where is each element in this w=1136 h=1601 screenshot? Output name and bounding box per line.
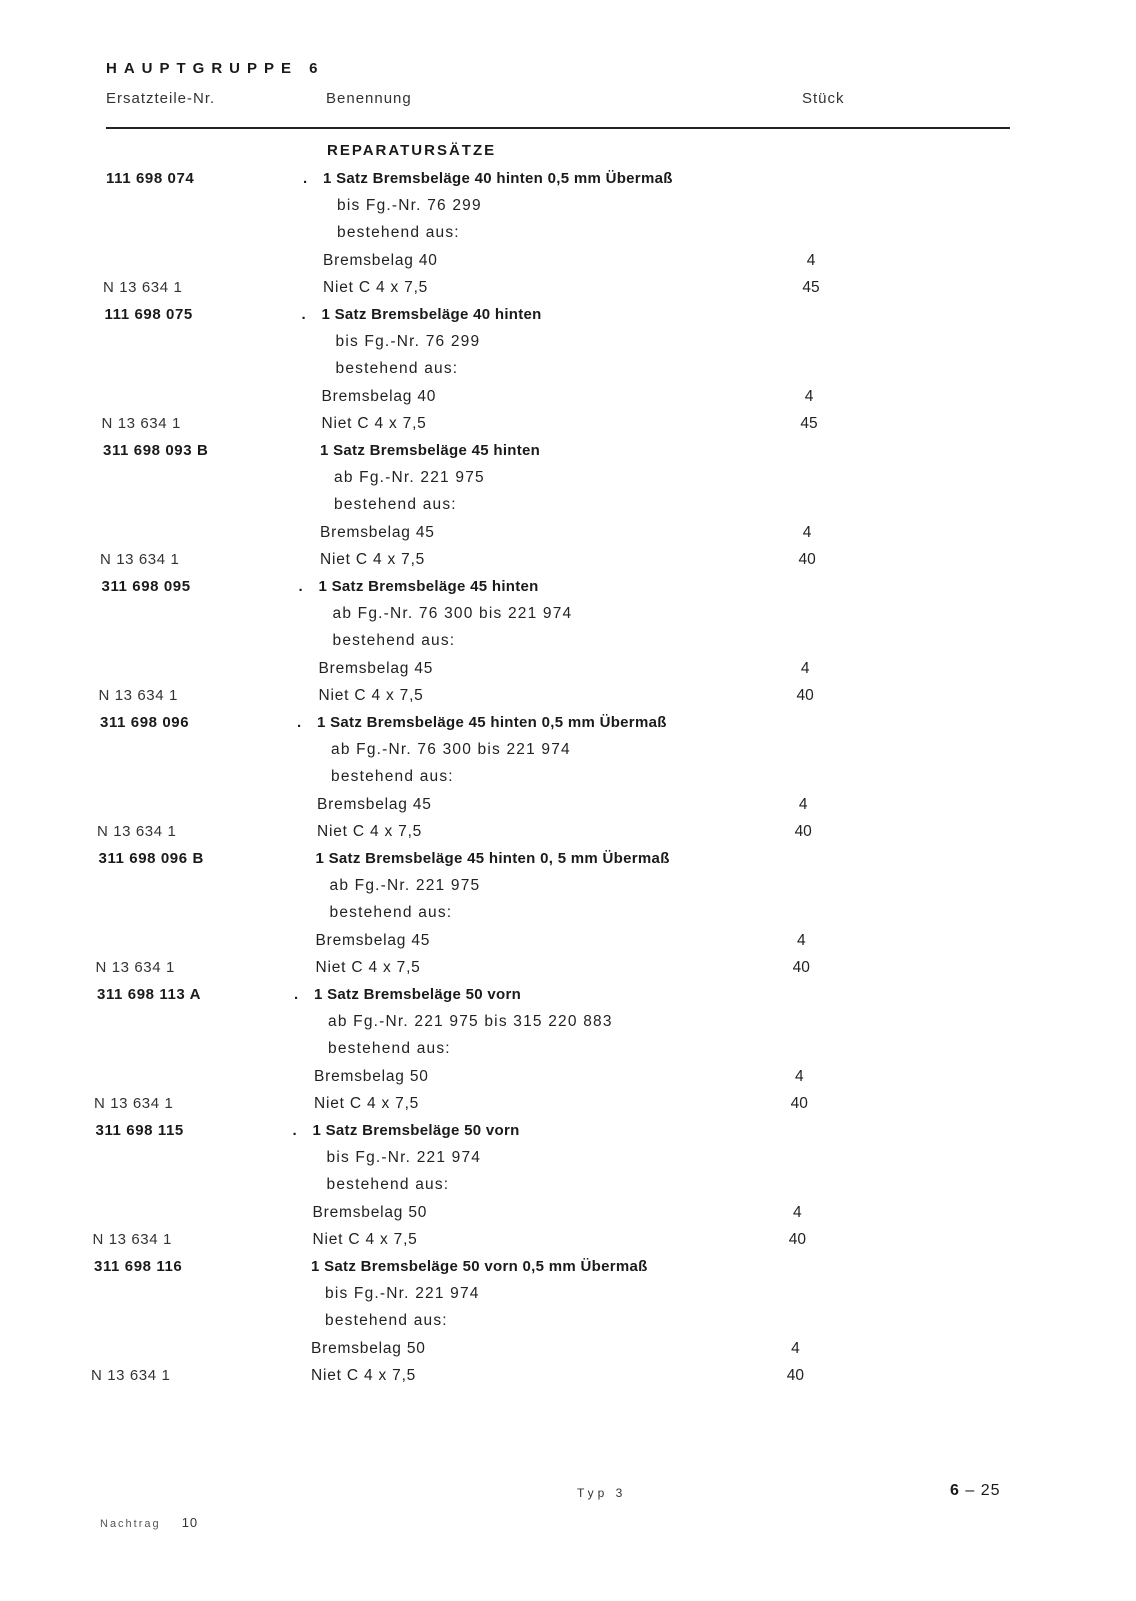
set-note: bestehend aus: [325,1312,448,1330]
part-number: 311 698 093 B [103,442,209,459]
component-name: Bremsbelag 45 [317,795,432,813]
group-title: HAUPTGRUPPE 6 [106,60,325,77]
set-note-row [0,877,1136,903]
set-note: bis Fg.-Nr. 221 974 [325,1285,480,1303]
component-name: Niet C 4 x 7,5 [311,1366,417,1384]
set-note-row [0,360,1136,386]
leader-dot: . [303,170,308,187]
part-number: 111 698 075 [104,306,193,323]
set-note: bestehend aus: [332,632,456,650]
set-name: 1 Satz Bremsbeläge 45 hinten [320,442,541,459]
part-number: N 13 634 1 [100,550,180,568]
set-note-row [0,197,1136,223]
part-number: 311 698 113 A [97,986,202,1003]
column-header-name: Benennung [326,90,412,107]
quantity: 4 [798,795,808,813]
part-number: N 13 634 1 [91,1366,171,1384]
footer-page-dash: – [965,1482,976,1499]
set-name: 1 Satz Bremsbeläge 50 vorn 0,5 mm Übermaß [311,1258,648,1275]
repair-set-row [0,170,1136,196]
leader-dot: . [292,1122,297,1139]
set-note-row [0,1040,1136,1066]
footer-supplement-label: Nachtrag [100,1518,161,1530]
quantity: 40 [786,1366,805,1384]
quantity: 40 [796,686,814,704]
component-row [0,252,1136,278]
component-name: Bremsbelag 45 [320,523,435,541]
component-row [0,796,1136,822]
footer-type-label: Typ 3 [577,1486,627,1500]
quantity: 40 [788,1230,806,1248]
set-note-row [0,768,1136,794]
column-header-quantity: Stück [802,90,845,107]
component-row [0,279,1136,305]
component-row [0,1340,1136,1366]
set-note: bestehend aus: [328,1040,451,1058]
column-header-part-number: Ersatzteile-Nr. [106,90,216,107]
component-name: Bremsbelag 50 [312,1203,428,1221]
quantity: 4 [800,659,810,677]
quantity: 4 [794,1067,804,1085]
component-name: Niet C 4 x 7,5 [323,278,429,296]
set-note: bestehend aus: [334,496,457,514]
set-note: bestehend aus: [335,360,459,378]
component-name: Bremsbelag 50 [311,1339,426,1357]
set-note-row [0,1013,1136,1039]
component-row [0,415,1136,441]
set-note-row [0,605,1136,631]
component-row [0,388,1136,414]
component-name: Niet C 4 x 7,5 [314,1094,420,1112]
part-number: N 13 634 1 [95,958,175,976]
part-number: N 13 634 1 [92,1230,172,1248]
component-row [0,1068,1136,1094]
set-name: 1 Satz Bremsbeläge 50 vorn [312,1122,520,1139]
set-name: 1 Satz Bremsbeläge 50 vorn [314,986,522,1003]
quantity: 40 [798,550,816,568]
leader-dot: . [294,986,299,1003]
set-note-row [0,333,1136,359]
part-number: 111 698 074 [106,170,195,187]
set-name: 1 Satz Bremsbeläge 45 hinten 0,5 mm Übermaß [317,714,667,731]
component-name: Bremsbelag 40 [323,251,438,269]
component-row [0,932,1136,958]
set-note-row [0,904,1136,930]
component-name: Bremsbelag 40 [321,387,437,405]
part-number: 311 698 115 [95,1122,184,1139]
component-name: Niet C 4 x 7,5 [312,1230,418,1248]
component-row [0,687,1136,713]
part-number: 311 698 096 B [98,850,204,867]
repair-set-row [0,986,1136,1012]
set-name: 1 Satz Bremsbeläge 40 hinten [321,306,542,323]
footer-page-group: 6 [950,1482,960,1499]
repair-set-row [0,714,1136,740]
part-number: N 13 634 1 [98,686,178,704]
component-row [0,660,1136,686]
repair-set-row [0,578,1136,604]
set-note: bestehend aus: [331,768,454,786]
repair-set-row [0,850,1136,876]
footer-page-num: 25 [980,1482,1001,1499]
part-number: N 13 634 1 [103,278,183,296]
component-row [0,551,1136,577]
part-number: N 13 634 1 [101,414,181,432]
set-note-row [0,1149,1136,1175]
quantity: 4 [796,931,806,949]
quantity: 4 [806,251,816,269]
quantity: 4 [791,1339,800,1357]
quantity: 40 [792,958,810,976]
set-note: bestehend aus: [329,904,453,922]
leader-dot: . [301,306,306,323]
set-note: ab Fg.-Nr. 221 975 [334,469,485,487]
set-note: ab Fg.-Nr. 221 975 [329,877,481,895]
footer-supplement [100,1515,198,1530]
set-note: ab Fg.-Nr. 76 300 bis 221 974 [331,741,571,759]
set-note-row [0,1312,1136,1338]
set-note-row [0,632,1136,658]
quantity: 45 [800,414,818,432]
set-note: bestehend aus: [337,224,460,242]
set-note: bis Fg.-Nr. 76 299 [337,197,482,215]
quantity: 4 [802,523,812,541]
set-note: ab Fg.-Nr. 221 975 bis 315 220 883 [328,1013,613,1031]
part-number: 311 698 095 [101,578,191,595]
part-number: N 13 634 1 [94,1094,174,1112]
component-row [0,1095,1136,1121]
repair-set-row [0,1258,1136,1284]
component-row [0,1231,1136,1257]
set-name: 1 Satz Bremsbeläge 45 hinten 0, 5 mm Übermaß [315,850,670,867]
set-note-row [0,224,1136,250]
part-number: 311 698 116 [94,1258,183,1275]
set-note: ab Fg.-Nr. 76 300 bis 221 974 [332,605,573,623]
component-name: Niet C 4 x 7,5 [318,686,424,704]
repair-set-row [0,306,1136,332]
set-note-row [0,469,1136,495]
repair-set-row [0,1122,1136,1148]
component-name: Niet C 4 x 7,5 [317,822,423,840]
component-row [0,524,1136,550]
footer-page-number [950,1482,1001,1500]
footer-supplement-number: 10 [181,1515,199,1530]
set-name: 1 Satz Bremsbeläge 40 hinten 0,5 mm Übermaß [323,170,673,187]
set-note: bestehend aus: [326,1176,450,1194]
quantity: 4 [804,387,814,405]
component-row [0,823,1136,849]
set-note: bis Fg.-Nr. 221 974 [326,1149,482,1167]
set-note-row [0,1285,1136,1311]
quantity: 40 [790,1094,808,1112]
quantity: 40 [794,822,812,840]
repair-set-row [0,442,1136,468]
part-number: N 13 634 1 [97,822,177,840]
component-row [0,959,1136,985]
quantity: 4 [793,1203,802,1221]
component-row [0,1367,1136,1393]
leader-dot: . [297,714,302,731]
component-row [0,1204,1136,1230]
quantity: 45 [802,278,820,296]
set-note-row [0,496,1136,522]
component-name: Bremsbelag 50 [314,1067,429,1085]
component-name: Bremsbelag 45 [318,659,434,677]
set-note-row [0,741,1136,767]
component-name: Niet C 4 x 7,5 [321,414,427,432]
set-note: bis Fg.-Nr. 76 299 [335,333,481,351]
component-name: Niet C 4 x 7,5 [315,958,421,976]
set-note-row [0,1176,1136,1202]
section-title: REPARATURSÄTZE [327,142,497,159]
set-name: 1 Satz Bremsbeläge 45 hinten [318,578,539,595]
component-name: Niet C 4 x 7,5 [320,550,426,568]
part-number: 311 698 096 [100,714,190,731]
component-name: Bremsbelag 45 [315,931,431,949]
header-divider [106,127,1010,129]
leader-dot: . [298,578,303,595]
